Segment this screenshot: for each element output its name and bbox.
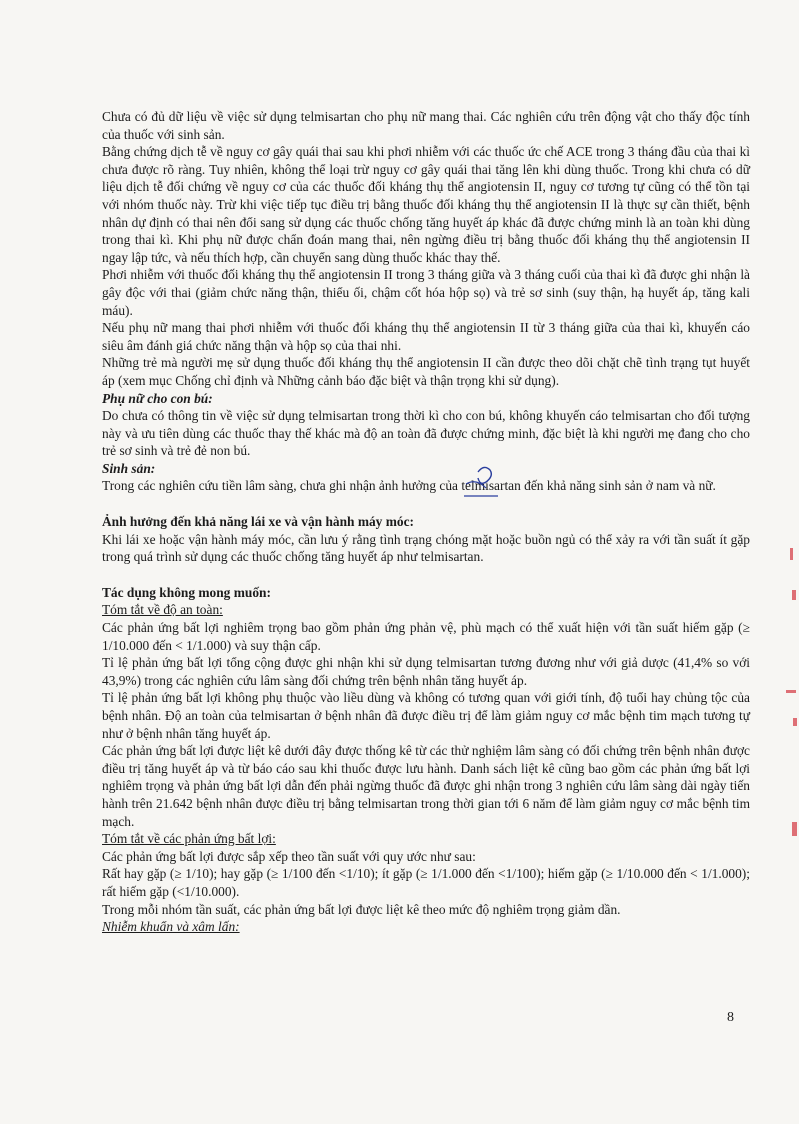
paragraph: Trong mỗi nhóm tần suất, các phản ứng bất lợi được liệt kê theo mức độ nghiêm trọng giảm dần. [102, 901, 621, 917]
page-number: 8 [727, 1010, 734, 1025]
subheading-infections: Nhiễm khuẩn và xâm lấn: [102, 919, 240, 935]
paragraph: Trong các nghiên cứu tiền lâm sàng, chưa ghi nhận ảnh hưởng của telmisartan đến khả năng sinh sản ở nam và nữ. [102, 478, 716, 494]
section-heading-driving: Ảnh hưởng đến khả năng lái xe và vận hành máy móc: [102, 514, 414, 530]
edge-mark [792, 590, 796, 600]
edge-mark [790, 548, 793, 560]
paragraph: Tỉ lệ phản ứng bất lợi tổng cộng được ghi nhận khi sử dụng telmisartan tương đương như với giả dược (41,4% so với 43,9%) trong các nghiên cứu lâm sàng đối chứng trên bệnh nhân tăng huyết áp. [102, 655, 750, 688]
paragraph: Do chưa có thông tin về việc sử dụng telmisartan trong thời kì cho con bú, không khuyến cáo telmisartan cho đối tượng này và ưu tiên dùng các thuốc thay thế khác mà độ an toàn đã được chứng minh, đặc biệt là khi người mẹ đang cho cho trẻ sơ sinh và trẻ đẻ non bú. [102, 408, 750, 459]
subheading-adverse-summary: Tóm tắt về các phản ứng bất lợi: [102, 831, 276, 847]
paragraph: Nếu phụ nữ mang thai phơi nhiễm với thuốc đối kháng thụ thể angiotensin II từ 3 tháng giữa của thai kì, khuyến cáo siêu âm đánh giá chức năng thận và hộp sọ của thai nhi. [102, 320, 750, 353]
paragraph: Chưa có đủ dữ liệu về việc sử dụng telmisartan cho phụ nữ mang thai. Các nghiên cứu trên động vật cho thấy độc tính của thuốc với sinh sản. [102, 109, 750, 142]
paragraph: Tỉ lệ phản ứng bất lợi không phụ thuộc vào liều dùng và không có tương quan với giới tính, độ tuổi hay chủng tộc của bệnh nhân. Độ an toàn của telmisartan ở bệnh nhân đã được điều trị để làm giảm nguy cơ mắc bệnh tim mạch tương tự như ở bệnh nhân tăng huyết áp. [102, 690, 750, 741]
subheading-safety-summary: Tóm tắt về độ an toàn: [102, 602, 223, 618]
document-body [102, 108, 750, 936]
edge-mark [792, 822, 797, 836]
paragraph: Khi lái xe hoặc vận hành máy móc, cần lưu ý rằng tình trạng chóng mặt hoặc buồn ngủ có thể xảy ra với tần suất ít gặp trong quá trình sử dụng các thuốc chống tăng huyết áp như telmisartan. [102, 531, 750, 565]
paragraph: Phơi nhiễm với thuốc đối kháng thụ thể angiotensin II trong 3 tháng giữa và 3 tháng cuối của thai kì đã được ghi nhận là gây độc với thai (giảm chức năng thận, thiểu ối, chậm cốt hóa hộp sọ) và trẻ sơ sinh (suy thận, hạ huyết áp, tăng kali máu). [102, 267, 750, 318]
paragraph: Các phản ứng bất lợi được sắp xếp theo tần suất với quy ước như sau: [102, 848, 476, 864]
edge-mark [786, 690, 796, 693]
paragraph: Các phản ứng bất lợi nghiêm trọng bao gồm phản ứng phản vệ, phù mạch có thể xuất hiện với tần suất hiếm gặp (≥ 1/10.000 đến < 1/1.000) và suy thận cấp. [102, 620, 750, 653]
paragraph: Các phản ứng bất lợi được liệt kê dưới đây được thống kê từ các thử nghiệm lâm sàng có đối chứng trên bệnh nhân được điều trị tăng huyết áp và từ báo cáo sau khi thuốc được lưu hành. Danh sách liệt kê cũng bao gồm các phản ứng bất lợi nghiêm trọng và phản ứng bất lợi dẫn đến phải ngừng thuốc đã được ghi nhận trong 3 nghiên cứu lâm sàng dài ngày tiến hành trên 21.642 bệnh nhân được điều trị bằng telmisartan trong thời gian tới 6 năm để làm giảm nguy cơ mắc bệnh tim mạch. [102, 743, 750, 829]
section-heading-breastfeeding: Phụ nữ cho con bú: [102, 390, 213, 406]
paragraph: Những trẻ mà người mẹ sử dụng thuốc đối kháng thụ thể angiotensin II cần được theo dõi chặt chẽ tình trạng tụt huyết áp (xem mục Chống chỉ định và Những cảnh báo đặc biệt và thận trọng khi sử dụng). [102, 355, 750, 388]
section-heading-adverse-effects: Tác dụng không mong muốn: [102, 584, 271, 600]
paragraph: Bằng chứng dịch tễ về nguy cơ gây quái thai sau khi phơi nhiễm với các thuốc ức chế ACE trong 3 tháng đầu của thai kì chưa được rõ ràng. Tuy nhiên, không thể loại trừ nguy cơ gây quái thai tăng lên khi dùng thuốc. Trong khi chưa có dữ liệu dịch tễ đối chứng về nguy cơ của các thuốc đối kháng thụ thể angiotensin II, nguy cơ tương tự cũng có thể tồn tại với nhóm thuốc này. Trừ khi việc tiếp tục điều trị bằng thuốc đối kháng thụ thể angiotensin II là thực sự cần thiết, bệnh nhân dự định có thai nên đổi sang sử dụng các thuốc chống tăng huyết áp khác đã được chứng minh là an toàn khi dùng trong thai kì. Khi phụ nữ được chẩn đoán mang thai, nên ngừng điều trị bằng thuốc đối kháng thụ thể angiotensin II ngay lập tức, và nếu thích hợp, cần chuyển sang dùng thuốc khác thay thế. [102, 144, 750, 265]
section-heading-fertility: Sinh sản: [102, 460, 156, 476]
edge-mark [793, 718, 797, 726]
paragraph: Rất hay gặp (≥ 1/10); hay gặp (≥ 1/100 đến <1/10); ít gặp (≥ 1/1.000 đến <1/100); hiếm gặp (≥ 1/10.000 đến < 1/1.000); rất hiếm gặp (<1/10.000). [102, 866, 750, 899]
